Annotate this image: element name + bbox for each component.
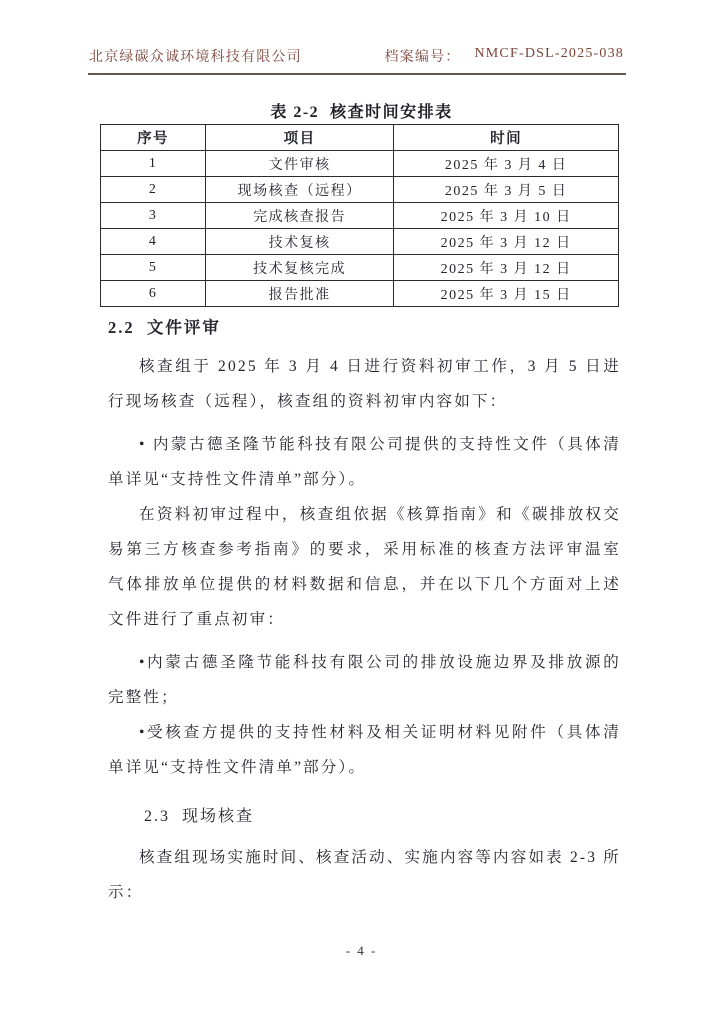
- cell-time: 2025 年 3 月 5 日: [394, 177, 619, 203]
- file-number-value: NMCF-DSL-2025-038: [474, 46, 624, 61]
- cell-seq: 1: [101, 151, 206, 177]
- table-title: 表 2-2 核查时间安排表: [270, 104, 453, 121]
- document-body: [108, 310, 621, 910]
- table-row: [101, 177, 619, 203]
- document-header: [89, 46, 624, 66]
- cell-seq: 6: [101, 281, 206, 307]
- cell-seq: 4: [101, 229, 206, 255]
- table-row: [101, 255, 619, 281]
- table-row: [101, 281, 619, 307]
- col-header-time: 时间: [394, 125, 619, 151]
- paragraph-onsite-verification: 核查组现场实施时间、核查活动、实施内容等内容如表 2-3 所示：: [108, 849, 621, 901]
- cell-item: 现场核查（远程）: [206, 177, 394, 203]
- cell-time: 2025 年 3 月 4 日: [394, 151, 619, 177]
- cell-time: 2025 年 3 月 12 日: [394, 229, 619, 255]
- cell-item: 文件审核: [206, 151, 394, 177]
- bullet-supporting-materials: •受核查方提供的支持性材料及相关证明材料见附件（具体清单详见“支持性文件清单”部分）。: [108, 724, 621, 776]
- table-row: [101, 151, 619, 177]
- table-header-row: [101, 125, 619, 151]
- page-number: - 4 -: [345, 943, 378, 958]
- table-row: [101, 229, 619, 255]
- cell-time: 2025 年 3 月 15 日: [394, 281, 619, 307]
- schedule-table: [100, 124, 619, 307]
- paragraph-review-process: 在资料初审过程中，核查组依据《核算指南》和《碳排放权交易第三方核查参考指南》的要求，采用标准的核查方法评审温室气体排放单位提供的材料数据和信息，并在以下几个方面对上述文件进行了重点初审：: [108, 506, 621, 628]
- cell-item: 完成核查报告: [206, 203, 394, 229]
- cell-item: 报告批准: [206, 281, 394, 307]
- file-number: [384, 46, 624, 66]
- section-heading-2-2: 2.2 文件评审: [108, 318, 221, 337]
- section-heading-2-3: 2.3 现场核查: [144, 808, 255, 825]
- cell-item: 技术复核: [206, 229, 394, 255]
- col-header-seq: 序号: [101, 125, 206, 151]
- cell-seq: 3: [101, 203, 206, 229]
- bullet-supporting-documents: • 内蒙古德圣隆节能科技有限公司提供的支持性文件（具体清单详见“支持性文件清单”部分）。: [108, 436, 621, 488]
- company-name: 北京绿碳众诚环境科技有限公司: [89, 50, 302, 65]
- cell-time: 2025 年 3 月 12 日: [394, 255, 619, 281]
- cell-seq: 5: [101, 255, 206, 281]
- cell-item: 技术复核完成: [206, 255, 394, 281]
- paragraph-document-review: 核查组于 2025 年 3 月 4 日进行资料初审工作，3 月 5 日进行现场核查（远程），核查组的资料初审内容如下：: [108, 358, 621, 410]
- file-number-label: 档案编号：: [384, 50, 461, 65]
- cell-time: 2025 年 3 月 10 日: [394, 203, 619, 229]
- table-row: [101, 203, 619, 229]
- col-header-item: 项目: [206, 125, 394, 151]
- header-rule: [88, 73, 626, 75]
- bullet-emission-boundary: •内蒙古德圣隆节能科技有限公司的排放设施边界及排放源的完整性；: [108, 654, 621, 706]
- cell-seq: 2: [101, 177, 206, 203]
